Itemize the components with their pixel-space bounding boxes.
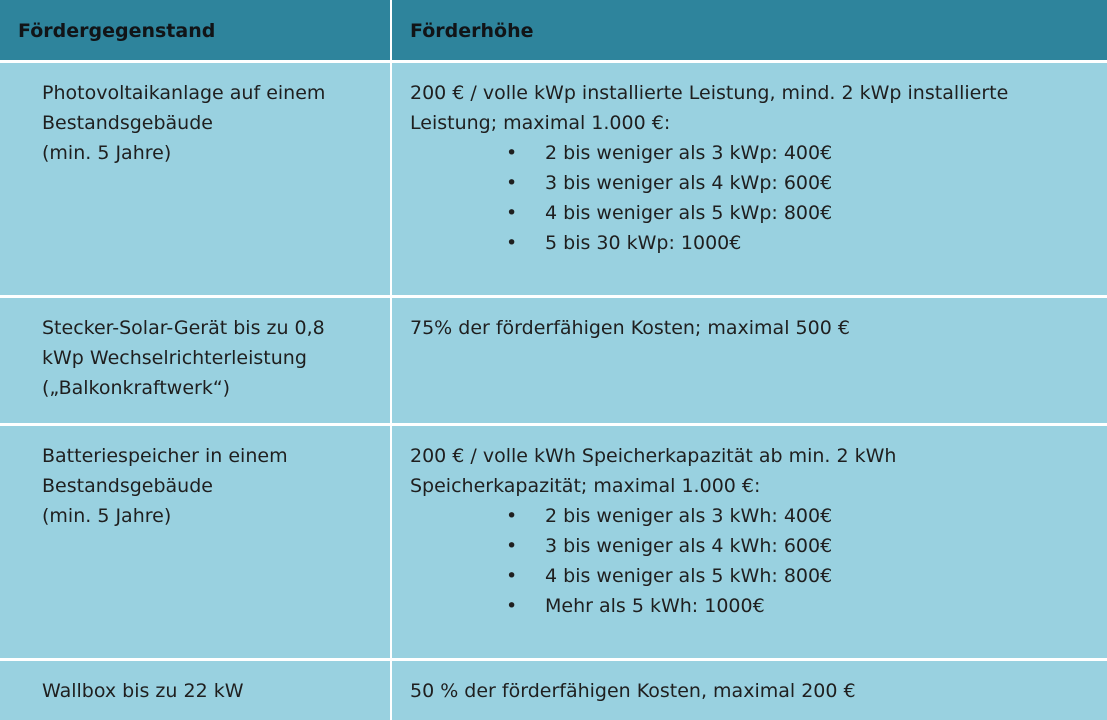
tier-item: • 3 bis weniger als 4 kWh: 600€ <box>410 531 1087 561</box>
header-funding-subject <box>0 0 390 60</box>
subject-line: Bestandsgebäude <box>42 112 213 134</box>
tier-item: • 4 bis weniger als 5 kWh: 800€ <box>410 561 1087 591</box>
amount-cell <box>392 426 1107 658</box>
tier-item: • 2 bis weniger als 3 kWh: 400€ <box>410 501 1087 531</box>
table-row-wallbox <box>0 661 1107 720</box>
amount-line: Leistung; maximal 1.000 €: <box>410 112 671 134</box>
amount-cell <box>392 661 1107 720</box>
subject-line: (min. 5 Jahre) <box>42 505 172 527</box>
tier-item: • 2 bis weniger als 3 kWp: 400€ <box>410 138 1087 168</box>
subject-line: Bestandsgebäude <box>42 475 213 497</box>
tier-list <box>410 501 1087 621</box>
subject-line: (min. 5 Jahre) <box>42 142 172 164</box>
header-funding-amount <box>392 0 1107 60</box>
table-row-photovoltaic <box>0 63 1107 295</box>
subject-line: Photovoltaikanlage auf einem <box>42 82 326 104</box>
amount-cell <box>392 63 1107 295</box>
table-row-plug-in-solar <box>0 298 1107 423</box>
amount-line: 200 € / volle kWp installierte Leistung, mind. 2 kWp installierte <box>410 82 1009 104</box>
subject-line: („Balkonkraftwerk“) <box>42 377 231 399</box>
tier-item: • 4 bis weniger als 5 kWp: 800€ <box>410 198 1087 228</box>
header-label: Fördergegenstand <box>18 20 216 42</box>
subject-line: kWp Wechselrichterleistung <box>42 347 307 369</box>
subject-cell <box>0 63 390 295</box>
subject-line: Wallbox bis zu 22 kW <box>42 680 244 702</box>
subject-cell <box>0 298 390 423</box>
subject-cell <box>0 661 390 720</box>
amount-line: 75% der förderfähigen Kosten; maximal 500 € <box>410 317 850 339</box>
amount-line: 200 € / volle kWh Speicherkapazität ab min. 2 kWh <box>410 445 897 467</box>
subject-cell <box>0 426 390 658</box>
subject-line: Batteriespeicher in einem <box>42 445 288 467</box>
tier-item: • 5 bis 30 kWp: 1000€ <box>410 228 1087 258</box>
amount-line: Speicherkapazität; maximal 1.000 €: <box>410 475 761 497</box>
amount-line: 50 % der förderfähigen Kosten, maximal 200 € <box>410 680 856 702</box>
amount-cell <box>392 298 1107 423</box>
tier-list <box>410 138 1087 258</box>
header-label: Förderhöhe <box>410 20 534 42</box>
subject-line: Stecker-Solar-Gerät bis zu 0,8 <box>42 317 325 339</box>
tier-item: • 3 bis weniger als 4 kWp: 600€ <box>410 168 1087 198</box>
tier-item: • Mehr als 5 kWh: 1000€ <box>410 591 1087 621</box>
table-header-row <box>0 0 1107 60</box>
table-row-battery-storage <box>0 426 1107 658</box>
